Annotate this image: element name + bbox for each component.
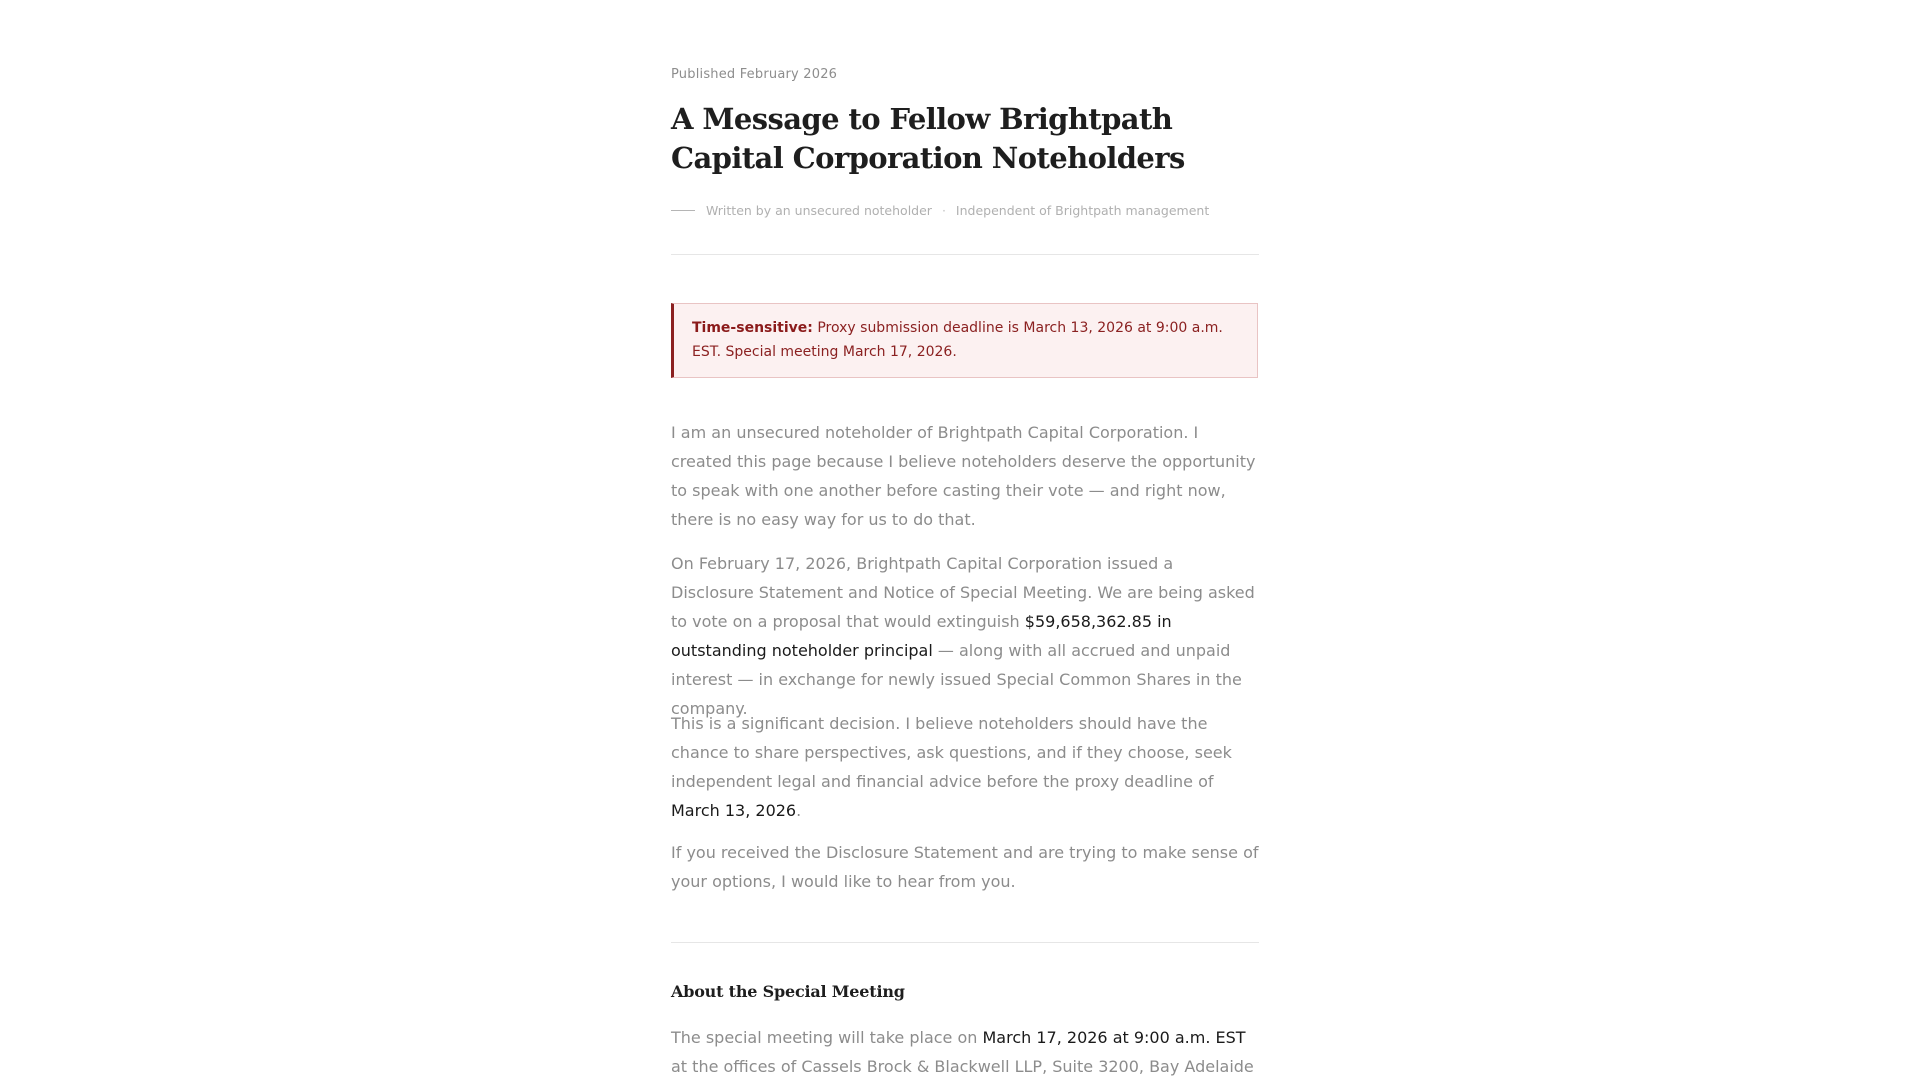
meeting-text-before: The special meeting will take place on (671, 1028, 983, 1047)
p2-text-after: — along with all accrued and unpaid interest — in exchange for newly issued Special Common Shares in the company. (671, 641, 1242, 718)
page-title: A Message to Fellow Brightpath Capital Corporation Noteholders (671, 102, 1185, 175)
meeting-datetime: March 17, 2026 at 9:00 a.m. EST (982, 1028, 1246, 1047)
byline-independence: Independent of Brightpath management (955, 203, 1210, 218)
alert-label: Time-sensitive: (692, 320, 813, 336)
intro-paragraph-3 (671, 709, 1259, 825)
special-meeting-paragraph (671, 1023, 1259, 1081)
byline-author: Written by an unsecured noteholder (706, 203, 932, 218)
byline-dash (671, 210, 695, 211)
section-divider (671, 942, 1259, 943)
deadline-alert (671, 303, 1258, 378)
special-meeting-heading: About the Special Meeting (671, 982, 905, 1001)
p2-text-before: On February 17, 2026, Brightpath Capital Corporation issued a Disclosure Statement and Notice of Special Meeting. We are being asked to vote on a proposal that would extinguish (671, 554, 1255, 631)
intro-paragraph-2 (671, 549, 1259, 723)
byline-separator: · (941, 203, 946, 218)
byline (671, 203, 1209, 218)
intro-paragraph-4: If you received the Disclosure Statement and are trying to make sense of your options, I would like to hear from you. (671, 843, 1259, 891)
alert-text: Proxy submission deadline is March 13, 2026 at 9:00 a.m. EST. Special meeting March 17, 2026. (692, 320, 1223, 360)
principal-amount: $59,658,362.85 in outstanding noteholder principal (671, 612, 1172, 660)
intro-paragraph-1: I am an unsecured noteholder of Brightpath Capital Corporation. I created this page because I believe noteholders deserve the opportunity to speak with one another before casting their vote — and right now, there is no easy way for us to do that. (671, 423, 1256, 529)
p3-text-before: This is a significant decision. I believe noteholders should have the chance to share perspectives, ask questions, and if they choose, seek independent legal and financial advice before the proxy deadline of (671, 714, 1232, 791)
published-date: Published February 2026 (671, 67, 838, 82)
p3-text-after: . (796, 801, 802, 820)
proxy-deadline-date: March 13, 2026 (671, 801, 797, 820)
header-divider (671, 254, 1259, 255)
meeting-text-after: at the offices of Cassels Brock & Blackwell LLP, Suite 3200, Bay Adelaide (671, 1057, 1254, 1076)
